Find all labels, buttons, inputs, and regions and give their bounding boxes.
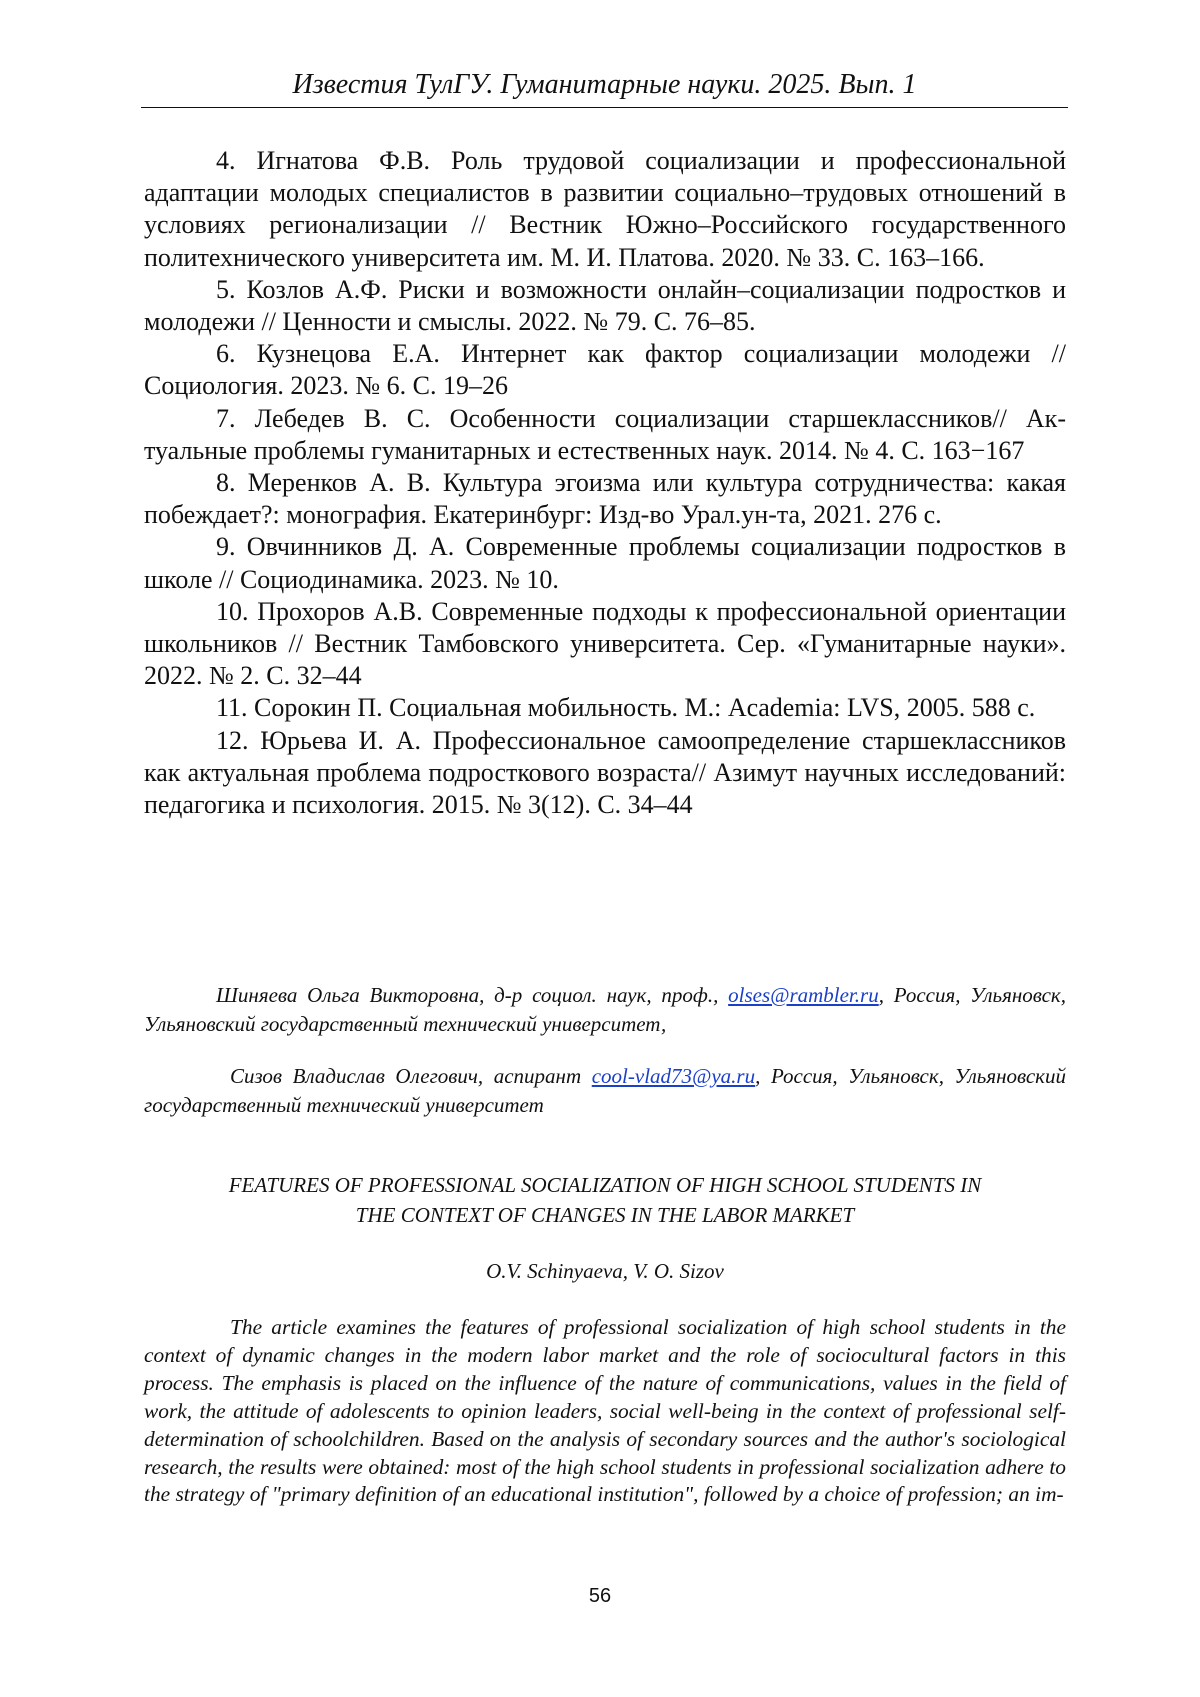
author-info-sizov (144, 1062, 1066, 1120)
header-divider (141, 107, 1068, 108)
author-text: Сизов Владислав Олегович, аспирант (230, 1064, 592, 1088)
author-affiliation: , Россия, Ульяновск, Ульяновский государственный технический университет, (144, 983, 1067, 1036)
author-info-shinyaeva (144, 981, 1066, 1039)
reference-item: 8. Меренков А. В. Культура эгоизма или культура сотрудничества: какая побеждает?: монография. Екатеринбург: Изд-во Урал.ун-та, 2021. 276 с. (144, 468, 1066, 530)
reference-item: 9. Овчинников Д. А. Современные проблемы социализации подростков в школе // Социодинамика. 2023. № 10. (144, 532, 1066, 594)
reference-item: 10. Прохоров А.В. Современные подходы к профессиональной ориентации школьников // Вестник Тамбовского университета. Сер. «Гуманитарные науки». 2022. № 2. С. 32–44 (144, 596, 1066, 691)
english-authors: O.V. Schinyaeva, V. O. Sizov (486, 1259, 724, 1283)
author-text: Шиняева Ольга Викторовна, д-р социол. наук, проф., (216, 983, 729, 1007)
english-title (144, 1170, 1066, 1230)
reference-item: 12. Юрьева И. А. Профессиональное самоопределение старшеклассников как актуальная проблема подросткового возраста// Азимут научных исследований: педагогика и психология. 2015. № 3(12). С. 34–44 (144, 725, 1066, 820)
author-email-link[interactable]: cool-vlad73@ya.ru (591, 1064, 756, 1088)
author-affiliation: , Россия, Ульяновск, Ульяновский государственный технический университет (144, 1064, 1066, 1117)
reference-item: 4. Игнатова Ф.В. Роль трудовой социализации и профессиональной адаптации молодых специалистов в развитии социально–трудовых отношений в условиях регионализации // Вестник Южно–Российского государственного политехнического университета им. М. И. Платова. 2020. № 33. С. 163–166. (144, 146, 1066, 272)
english-title-line: FEATURES OF PROFESSIONAL SOCIALIZATION OF HIGH SCHOOL STUDENTS IN (228, 1173, 982, 1197)
reference-list (144, 145, 1066, 821)
english-title-line: THE CONTEXT OF CHANGES IN THE LABOR MARKET (355, 1203, 855, 1227)
reference-item: 11. Сорокин П. Социальная мобильность. М.: Academia: LVS, 2005. 588 с. (216, 693, 1036, 723)
reference-item: 7. Лебедев В. С. Особенности социализации старшеклассников// Актуальные проблемы гуманитарных и естественных наук. 2014. № 4. С. 163−167 (144, 403, 1066, 465)
reference-item: 6. Кузнецова Е.А. Интернет как фактор социализации молодежи // Социология. 2023. № 6. С. 19–26 (144, 339, 1066, 401)
reference-item: 5. Козлов А.Ф. Риски и возможности онлайн–социализации подростков и молодежи // Ценности и смыслы. 2022. № 79. С. 76–85. (144, 274, 1066, 337)
author-email-link[interactable]: olses@rambler.ru (728, 983, 879, 1007)
journal-header: Известия ТулГУ. Гуманитарные науки. 2025. Вып. 1 (292, 69, 917, 100)
english-abstract: The article examines the features of professional socialization of high school students in the context of dynamic changes in the modern labor market and the role of sociocultural factors in this process. The emphasis is placed on the influence of the nature of communications, values in the field of work, the attitude of adolescents to opinion leaders, social well-being in the context of professional self-determination of schoolchildren. Based on the analysis of secondary sources and the author's sociological research, the results were obtained: most of the high school students in professional socialization adhere to the strategy of "primary definition of an educational institution", followed by a choice of profession; an im- (144, 1315, 1066, 1507)
page-number: 56 (588, 1585, 612, 1607)
